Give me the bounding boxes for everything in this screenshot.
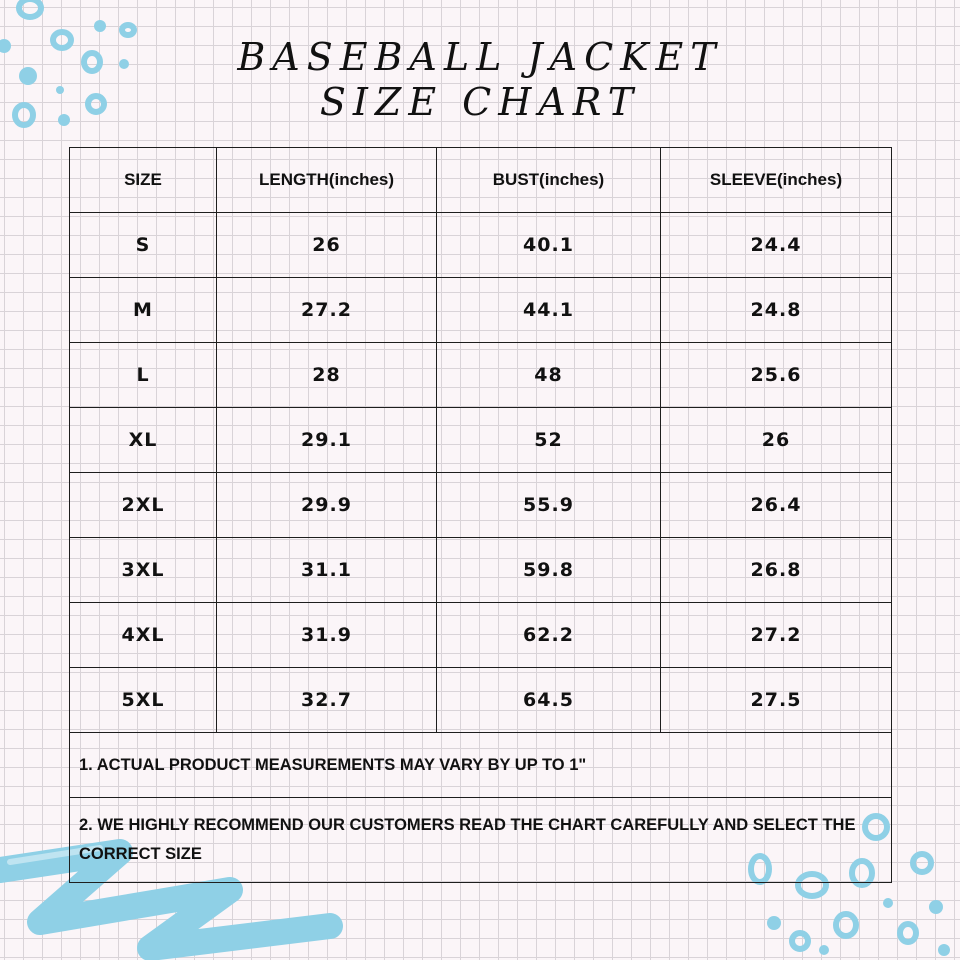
cell-size: XL (70, 408, 217, 473)
cell-length: 32.7 (217, 668, 437, 733)
cell-bust: 55.9 (437, 473, 661, 538)
cell-bust: 48 (437, 343, 661, 408)
table-row (70, 408, 892, 473)
cell-length: 31.1 (217, 538, 437, 603)
cell-sleeve: 27.2 (661, 603, 892, 668)
cell-sleeve: 27.5 (661, 668, 892, 733)
table-row (70, 603, 892, 668)
header-bust: BUST(inches) (437, 148, 661, 213)
cell-size: L (70, 343, 217, 408)
cell-size: 5XL (70, 668, 217, 733)
cell-sleeve: 25.6 (661, 343, 892, 408)
note-row (70, 733, 892, 798)
cell-sleeve: 24.8 (661, 278, 892, 343)
cell-sleeve: 26 (661, 408, 892, 473)
table-row (70, 473, 892, 538)
cell-length: 29.1 (217, 408, 437, 473)
cell-bust: 62.2 (437, 603, 661, 668)
table-row (70, 538, 892, 603)
cell-sleeve: 26.4 (661, 473, 892, 538)
size-chart-table (69, 147, 892, 883)
cell-bust: 59.8 (437, 538, 661, 603)
cell-length: 28 (217, 343, 437, 408)
cell-sleeve: 26.8 (661, 538, 892, 603)
cell-bust: 52 (437, 408, 661, 473)
cell-length: 29.9 (217, 473, 437, 538)
note-measurement-variance: 1. ACTUAL PRODUCT MEASUREMENTS MAY VARY BY UP TO 1" (70, 733, 892, 798)
cell-size: 4XL (70, 603, 217, 668)
table-row (70, 668, 892, 733)
cell-length: 31.9 (217, 603, 437, 668)
note-size-recommendation: 2. WE HIGHLY RECOMMEND OUR CUSTOMERS READ THE CHART CAREFULLY AND SELECT THE CORRECT SIZE (70, 798, 892, 883)
title-line-2: SIZE CHART (319, 80, 641, 124)
header-sleeve: SLEEVE(inches) (661, 148, 892, 213)
table-header-row (70, 148, 892, 213)
cell-size: 2XL (70, 473, 217, 538)
cell-bust: 40.1 (437, 213, 661, 278)
cell-bust: 64.5 (437, 668, 661, 733)
table-row (70, 278, 892, 343)
cell-size: S (70, 213, 217, 278)
cell-length: 26 (217, 213, 437, 278)
header-length: LENGTH(inches) (217, 148, 437, 213)
cell-bust: 44.1 (437, 278, 661, 343)
title-line-1: BASEBALL JACKET (237, 35, 723, 79)
cell-length: 27.2 (217, 278, 437, 343)
cell-sleeve: 24.4 (661, 213, 892, 278)
header-size: SIZE (70, 148, 217, 213)
table-row (70, 343, 892, 408)
cell-size: M (70, 278, 217, 343)
note-row (70, 798, 892, 883)
cell-size: 3XL (70, 538, 217, 603)
table-row (70, 213, 892, 278)
